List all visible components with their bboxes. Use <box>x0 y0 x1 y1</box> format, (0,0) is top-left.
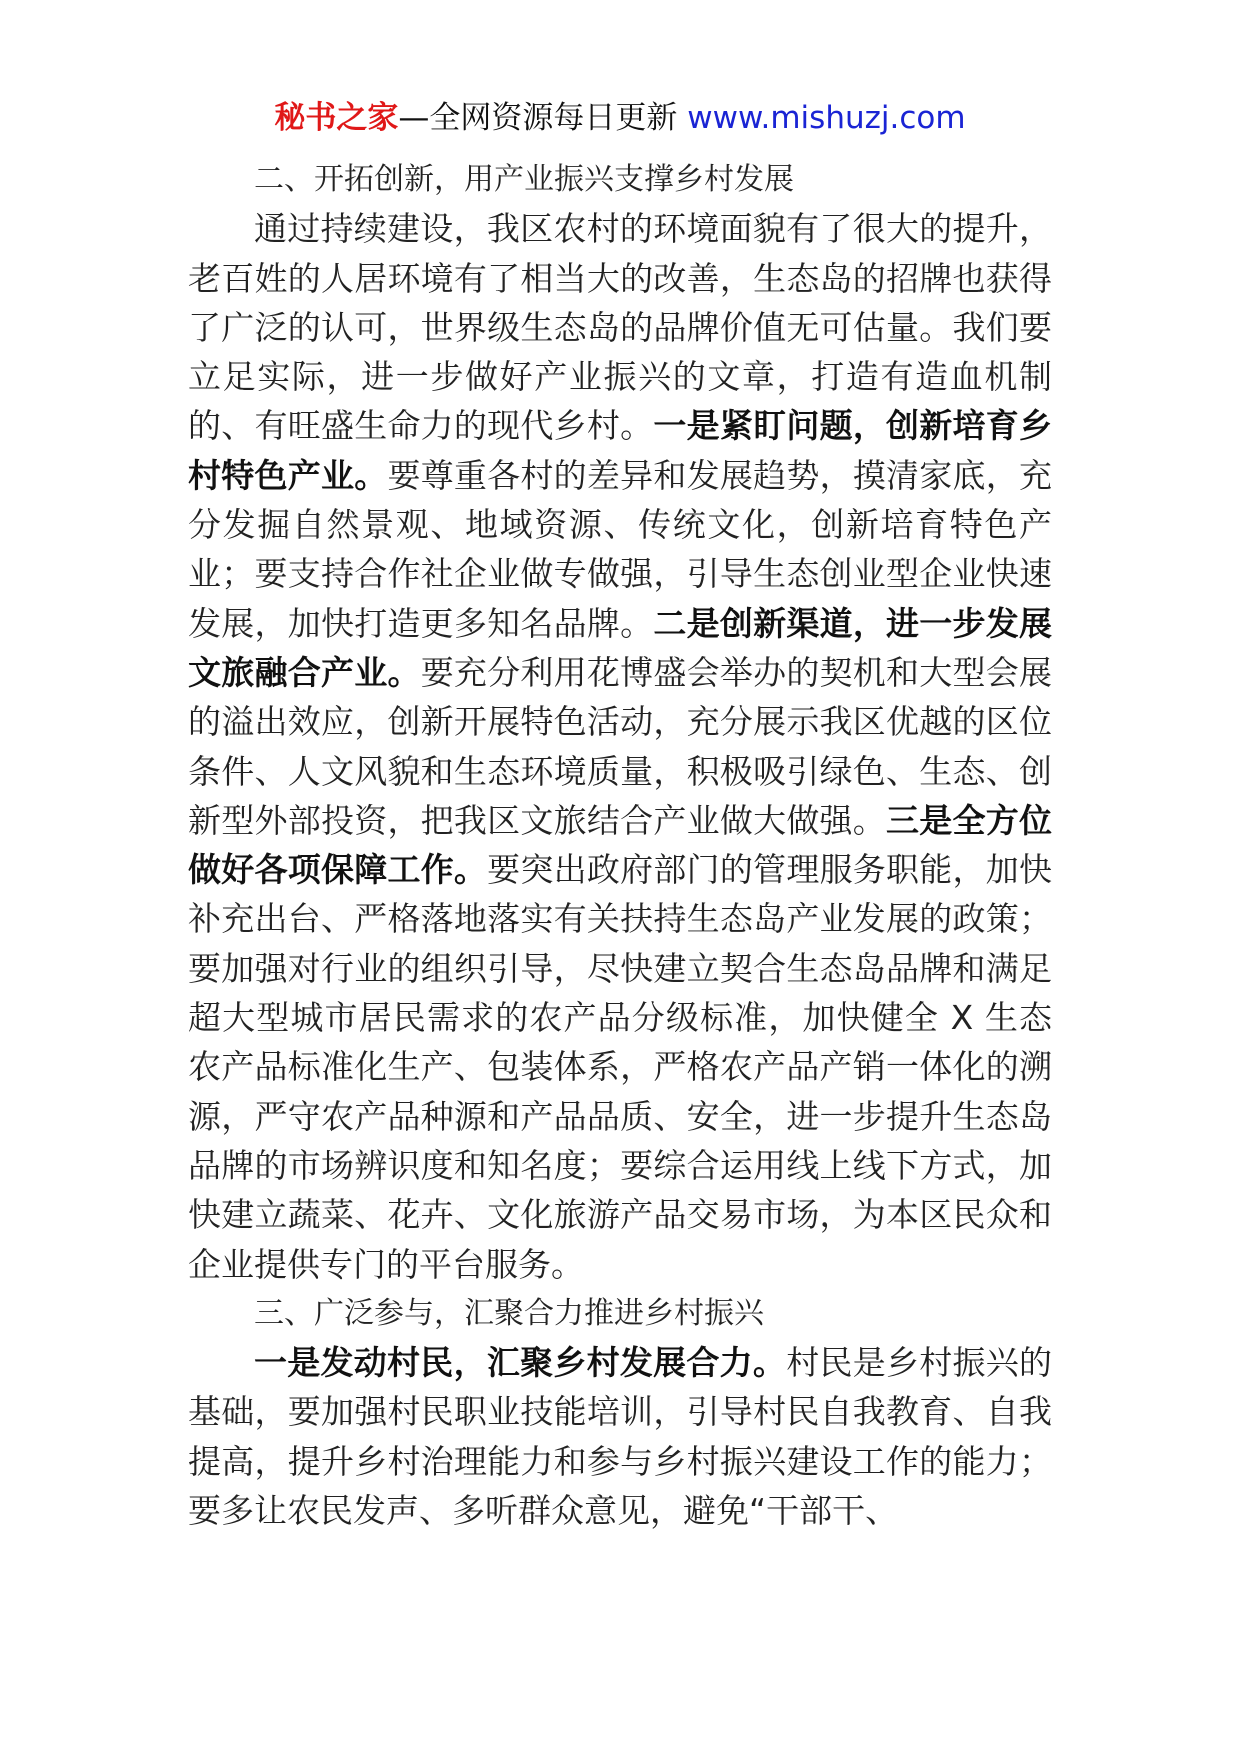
bold-point-1: 一是发动村民，汇聚乡村发展合力。 <box>254 1343 787 1383</box>
paragraph-text: 要充分利用花博盛会举办的契机和大型会展的溢出效应，创新开展特色活动，充分展示我区优越的区位条件、人文风貌和生态环境质量，积极吸引绿色、生态、创新型外部投资，把我区文旅结合产业做大做强。 <box>188 652 1053 840</box>
bold-point-2: 二是创新渠道，进一步发展文旅融合产业。 <box>188 603 1053 692</box>
paragraph-text: 通过持续建设，我区农村的环境面貌有了很大的提升，老百姓的人居环境有了相当大的改善，生态岛的招牌也获得了广泛的认可，世界级生态岛的品牌价值无可估量。我们要立足实际，进一步做好产业振兴的文章，打造有造血机制的、有旺盛生命力的现代乡村。 <box>188 209 1052 446</box>
site-url-link[interactable]: www.mishuzj.com <box>687 100 966 136</box>
paragraph-text: 村民是乡村振兴的基础，要加强村民职业技能培训，引导村民自我教育、自我提高，提升乡村治理能力和参与乡村振兴建设工作的能力；要多让农民发声、多听群众意见，避免“干部干、 <box>188 1343 1053 1531</box>
bold-point-3: 三是全方位做好各项保障工作。 <box>188 800 1053 890</box>
section-heading-3: 三、广泛参与，汇聚合力推进乡村振兴 <box>254 1295 764 1331</box>
paragraph-industry <box>188 204 1052 1289</box>
paragraph-text: 要尊重各村的差异和发展趋势，摸清家底，充分发掘自然景观、地域资源、传统文化，创新培育特色产业；要支持合作社企业做专做强，引导生态创业型企业快速发展，加快打造更多知名品牌。 <box>188 455 1053 643</box>
document-body <box>188 155 1052 1535</box>
paragraph-participation <box>188 1338 1052 1535</box>
bold-point-1: 一是紧盯问题，创新培育乡村特色产业。 <box>188 406 1053 495</box>
brand-name: 秘书之家 <box>274 100 399 136</box>
header-slogan: —全网资源每日更新 <box>398 100 688 136</box>
section-heading-2: 二、开拓创新，用产业振兴支撑乡村发展 <box>254 162 794 197</box>
paragraph-text: 要突出政府部门的管理服务职能，加快补充出台、严格落地落实有关扶持生态岛产业发展的政策；要加强对行业的组织引导，尽快建立契合生态岛品牌和满足超大型城市居民需求的农产品分级标准，加快健全 X 生态农产品标准化生产、包装体系，严格农产品产销一体化的溯源，严守农产品种源和产品品质、安全，进一步提升生态岛品牌的市场辨识度和知名度；要综合运用线上线下方式，加快建立蔬菜、花卉、文化旅游产品交易市场，为本区民众和企业提供专门的平台服务。 <box>188 850 1053 1284</box>
page-header <box>0 98 1240 138</box>
